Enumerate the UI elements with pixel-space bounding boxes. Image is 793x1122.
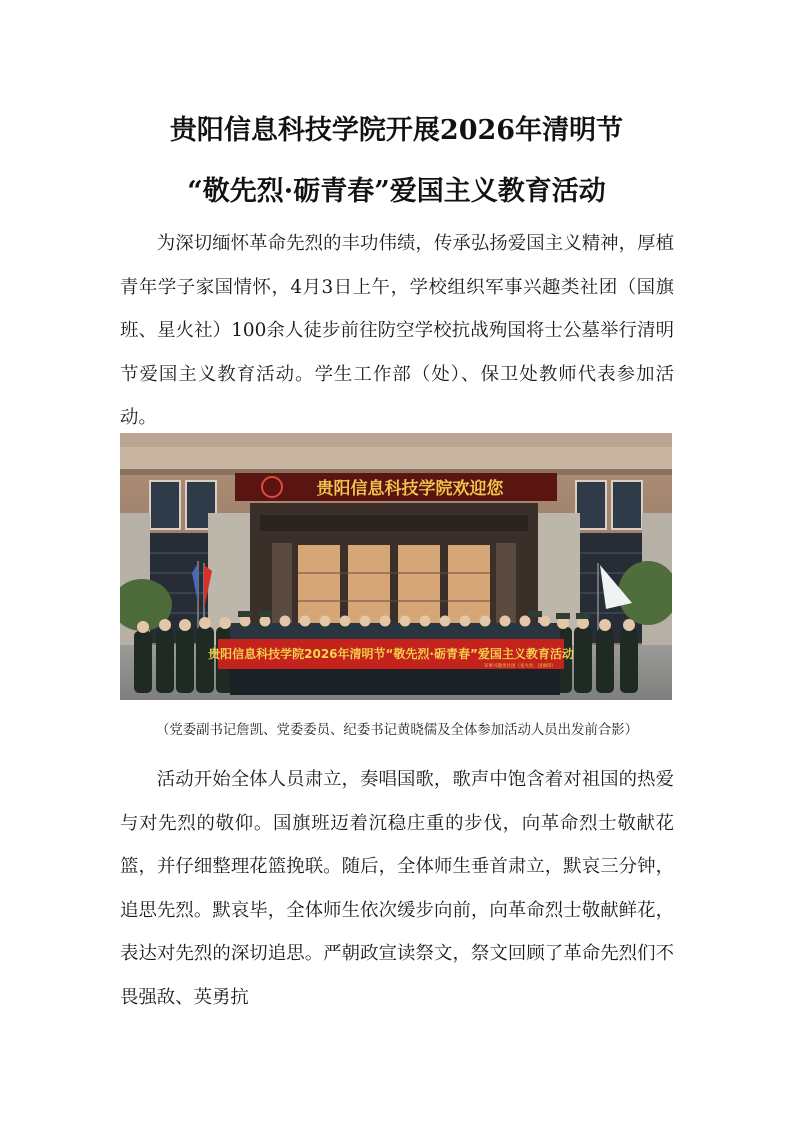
photo-caption: （党委副书记詹凯、党委委员、纪委书记黄晓儒及全体参加活动人员出发前合影） [155,723,639,738]
article-paragraph-1: 为深切缅怀革命先烈的丰功伟绩，传承弘扬爱国主义精神，厚植青年学子家国情怀，4月3日上午，学校组织军事兴趣类社团（国旗班、星火社）100余人徒步前往防空学校抗战殉国将士公墓举行清明节爱国主义教育活动。学生工作部（处）、保卫处教师代表参加活动。 [120,233,674,429]
event-banner-subtext: 军事兴趣类社团（星火社、国旗班） [484,664,556,669]
building-sign-text: 贵阳信息科技学院欢迎您 [316,479,504,499]
article-title-line-1: 贵阳信息科技学院开展2026年清明节 [169,115,624,146]
event-banner-text: 贵阳信息科技学院2026年清明节“敬先烈·砺青春”爱国主义教育活动 [208,647,574,661]
article-title-line-2: “敬先烈·砺青春”爱国主义教育活动 [187,176,606,207]
group-photo-illustration [120,433,672,700]
article-paragraph-2: 活动开始全体人员肃立，奏唱国歌，歌声中饱含着对祖国的热爱与对先烈的敬仰。国旗班迈着沉稳庄重的步伐，向革命烈士敬献花篮，并仔细整理花篮挽联。随后，全体师生垂首肃立，默哀三分钟，追思先烈。默哀毕，全体师生依次缓步向前，向革命烈士敬献鲜花，表达对先烈的深切追思。严朝政宣读祭文，祭文回顾了革命先烈们不畏强敌、英勇抗 [120,769,674,1008]
group-photo [120,433,672,700]
